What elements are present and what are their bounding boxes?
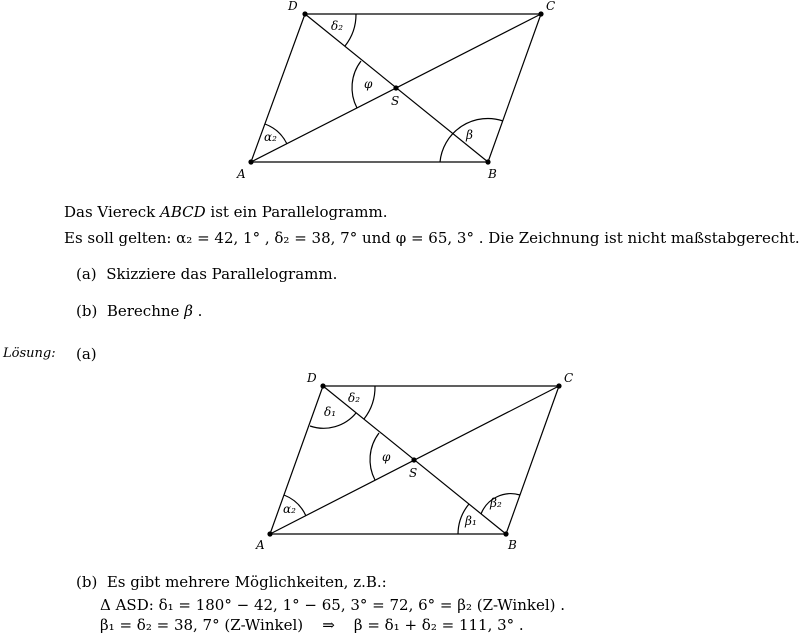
beta-result: β = δ₁ + δ₂ = 111, 3° .	[353, 616, 524, 634]
given-alpha-delta: α₂ = 42, 1° , δ₂ = 38, 7°	[176, 229, 358, 247]
triangle-asd: Δ ASD	[100, 596, 149, 614]
label-alpha2: α₂	[264, 130, 277, 144]
label-b-2: B	[508, 538, 517, 552]
point-d-2	[320, 383, 325, 388]
solution-part-b-line-3: β₁ = δ₂ = 38, 7° (Z-Winkel) ⇒ β = δ₁ + δ₂ = 111, 3° .	[100, 616, 524, 634]
abcd: ABCD	[159, 203, 206, 221]
point-a-2	[267, 531, 272, 536]
label-a-2: A	[256, 538, 265, 552]
delta1-equation: : δ₁ = 180° − 42, 1° − 65, 3° = 72, 6° = β₂	[148, 596, 472, 614]
implies-arrow: ⇒	[322, 616, 335, 634]
label-c-2: C	[564, 371, 574, 385]
label-d-2: D	[307, 371, 317, 385]
solution-label: Lösung:	[3, 346, 56, 361]
label-b: B	[488, 167, 497, 181]
label-beta: β	[466, 128, 473, 142]
point-b-2	[503, 531, 508, 536]
arc-delta2-2	[364, 386, 375, 419]
solution-part-b-label: (b)	[76, 573, 98, 591]
label-phi-2: φ	[382, 450, 391, 464]
side-da-2	[270, 386, 323, 534]
label-beta1-2: β₁	[465, 514, 477, 528]
label-d: D	[288, 0, 298, 13]
item-b: (b) Berechne β .	[76, 302, 203, 320]
label-s: S	[391, 94, 400, 108]
item-b-label: (b)	[76, 302, 98, 320]
arc-phi-2	[370, 433, 379, 480]
label-phi: φ	[364, 77, 373, 91]
beta1-equation: β₁ = δ₂ = 38, 7°	[100, 616, 220, 634]
given-phi: φ = 65, 3°	[395, 229, 474, 247]
solution-part-b-line-1: (b) Es gibt mehrere Möglichkeiten, z.B.:	[76, 573, 387, 591]
label-delta2-2: δ₂	[348, 391, 361, 405]
side-bc-2	[506, 386, 559, 534]
label-delta2: δ₂	[331, 19, 344, 33]
label-s-2: S	[409, 466, 418, 480]
item-a-text: Skizziere das Parallelogramm.	[106, 265, 338, 283]
label-beta2-2: β₂	[490, 496, 502, 510]
problem-line-2: Es soll gelten: α₂ = 42, 1° , δ₂ = 38, 7° und φ = 65, 3° . Die Zeichnung ist nicht maßstabgerecht.	[64, 229, 800, 247]
label-delta1-2: δ₁	[324, 405, 337, 419]
solution-part-b-line-2: Δ ASD: δ₁ = 180° − 42, 1° − 65, 3° = 72, 6° = β₂ (Z-Winkel) .	[100, 596, 566, 614]
label-a: A	[237, 167, 246, 181]
label-alpha2-2: α₂	[283, 502, 296, 516]
item-a-label: (a)	[76, 265, 97, 283]
problem-line-1: Das Viereck ABCD ist ein Parallelogramm.	[64, 203, 388, 221]
label-c: C	[546, 0, 556, 13]
point-s-2	[411, 457, 416, 462]
solution-part-a-label: (a)	[76, 345, 97, 363]
point-c-2	[556, 383, 561, 388]
